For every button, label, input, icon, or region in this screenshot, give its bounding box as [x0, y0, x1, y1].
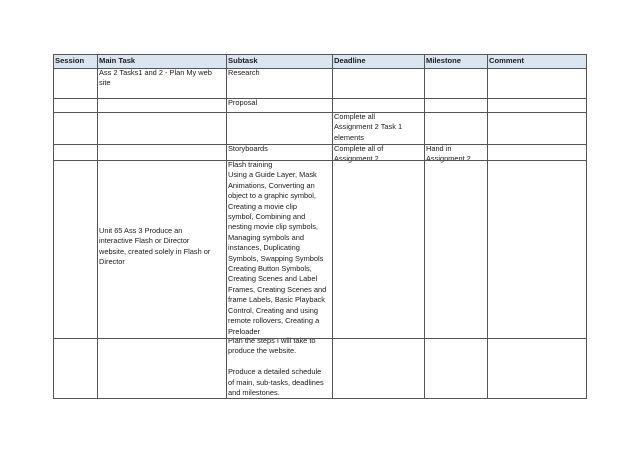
header-milestone: Milestone	[424, 54, 487, 68]
row3-deadline: Complete all Assignment 2 Task 1 elements	[334, 112, 403, 142]
row5-main-task: Unit 65 Ass 3 Produce an interactive Flash or Director website, created solely in Flash or Director	[99, 226, 211, 267]
header-comment: Comment	[487, 54, 587, 68]
row5-subtask: Flash training Using a Guide Layer, Mask Animations, Converting an object to a graphic symbol, Creating a movie clip symbol, Combining and nesting movie clip symbols, Managing symbols and instances, Duplicating Symbols, Swapping Symbols Creating Button Symbols, Creating Scenes and Label Frames, Creating Scenes and frame Labels, Basic Playback Control, Creating and using remote rollovers, Creating a Preloader	[228, 160, 327, 336]
row4-milestone: Hand in Assignment 2	[426, 144, 471, 164]
row6-subtask: Plan the steps I will take to produce the website. Produce a detailed schedule of main, sub-tasks, deadlines and milestones.	[228, 336, 324, 398]
row4-deadline: Complete all of Assignment 2	[334, 144, 384, 164]
header-subtask: Subtask	[226, 54, 332, 68]
header-session: Session	[53, 54, 97, 68]
row1-main-task: Ass 2 Tasks1 and 2 - Plan My web site	[99, 68, 212, 88]
row4-subtask: Storyboards	[228, 144, 268, 153]
header-main-task: Main Task	[97, 54, 226, 68]
row2-subtask: Proposal	[228, 98, 258, 107]
row1-subtask: Research	[228, 68, 260, 77]
header-deadline: Deadline	[332, 54, 424, 68]
schedule-table	[53, 54, 587, 399]
